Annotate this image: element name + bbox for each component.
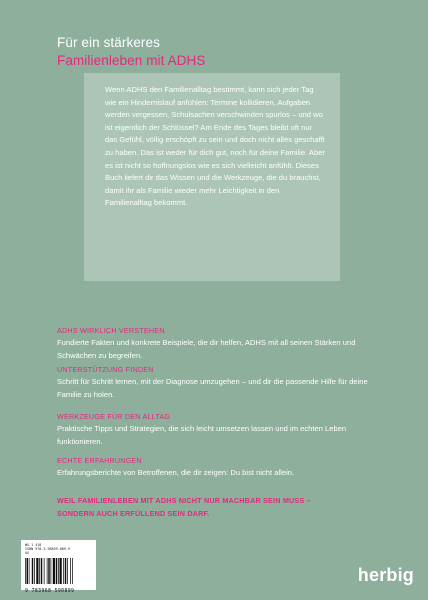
section-text: Schritt für Schritt lernen, mit der Diagnose umzugehen – und dir die passende Hilfe für deine Familie zu holen. <box>57 377 368 399</box>
barcode-bars <box>25 558 92 584</box>
headline-line-2: Familienleben mit ADHS <box>57 53 206 68</box>
tagline <box>57 494 311 520</box>
blurb-box <box>84 73 340 281</box>
section-title: WERKZEUGE FÜR DEN ALLTAG <box>57 412 171 421</box>
barcode-line-3: AV <box>25 551 30 556</box>
blurb-text: Wenn ADHS den Familienalltag bestimmt, kann sich jeder Tag wie ein Hindernislauf anfühlen: Termine kollidieren, Aufgaben werden vergessen, Schulsachen verschwinden spurlos – und wo ist eigentlich der Schlüssel? Am Ende des Tages bleibt oft nur das Gefühl, völlig erschöpft zu sein und doch nicht alles geschafft zu haben. Das ist weder für dich gut, noch für deine Familie. Aber es ist nicht so hoffnungslos wie es sich vielleicht anfühlt. Dieses Buch liefert dir das Wissen und die Werkzeuge, die du brauchst, damit ihr als Familie wieder mehr Leichtigkeit in den Familienalltag bekommt. <box>105 85 325 208</box>
barcode-line-1: WG 1 418 <box>25 543 42 547</box>
section-werkzeuge <box>57 412 377 448</box>
section-text: Erfahrungsberichte von Betroffenen, die dir zeigen: Du bist nicht allein. <box>57 468 295 477</box>
headline-line-1: Für ein stärkeres <box>57 35 160 50</box>
section-title: ADHS WIRKLICH VERSTEHEN <box>57 326 165 335</box>
tagline-line-1: WEIL FAMILIENLEBEN MIT ADHS NICHT NUR MACHBAR SEIN MUSS – <box>57 496 311 505</box>
barcode <box>21 540 96 594</box>
section-adhs-verstehen <box>57 326 377 362</box>
section-text: Fundierte Fakten und konkrete Beispiele, die dir helfen, ADHS mit all seinen Stärken und Schwächen zu begreifen. <box>57 338 356 360</box>
headline <box>57 34 206 70</box>
section-title: UNTERSTÜTZUNG FINDEN <box>57 365 154 374</box>
section-erfahrungen <box>57 456 377 480</box>
publisher-logo: herbig <box>357 565 414 585</box>
section-title: ECHTE ERFAHRUNGEN <box>57 456 142 465</box>
barcode-line-2: ISBN 978-3-96859-089-9 <box>25 547 70 552</box>
barcode-digits: 9 783968 590899 <box>25 588 75 594</box>
tagline-line-2: SONDERN AUCH ERFÜLLEND SEIN DARF. <box>57 509 210 518</box>
section-text: Praktische Tipps und Strategien, die sich leicht umsetzen lassen und im echten Leben funktionieren. <box>57 424 347 446</box>
section-unterstuetzung <box>57 365 377 401</box>
